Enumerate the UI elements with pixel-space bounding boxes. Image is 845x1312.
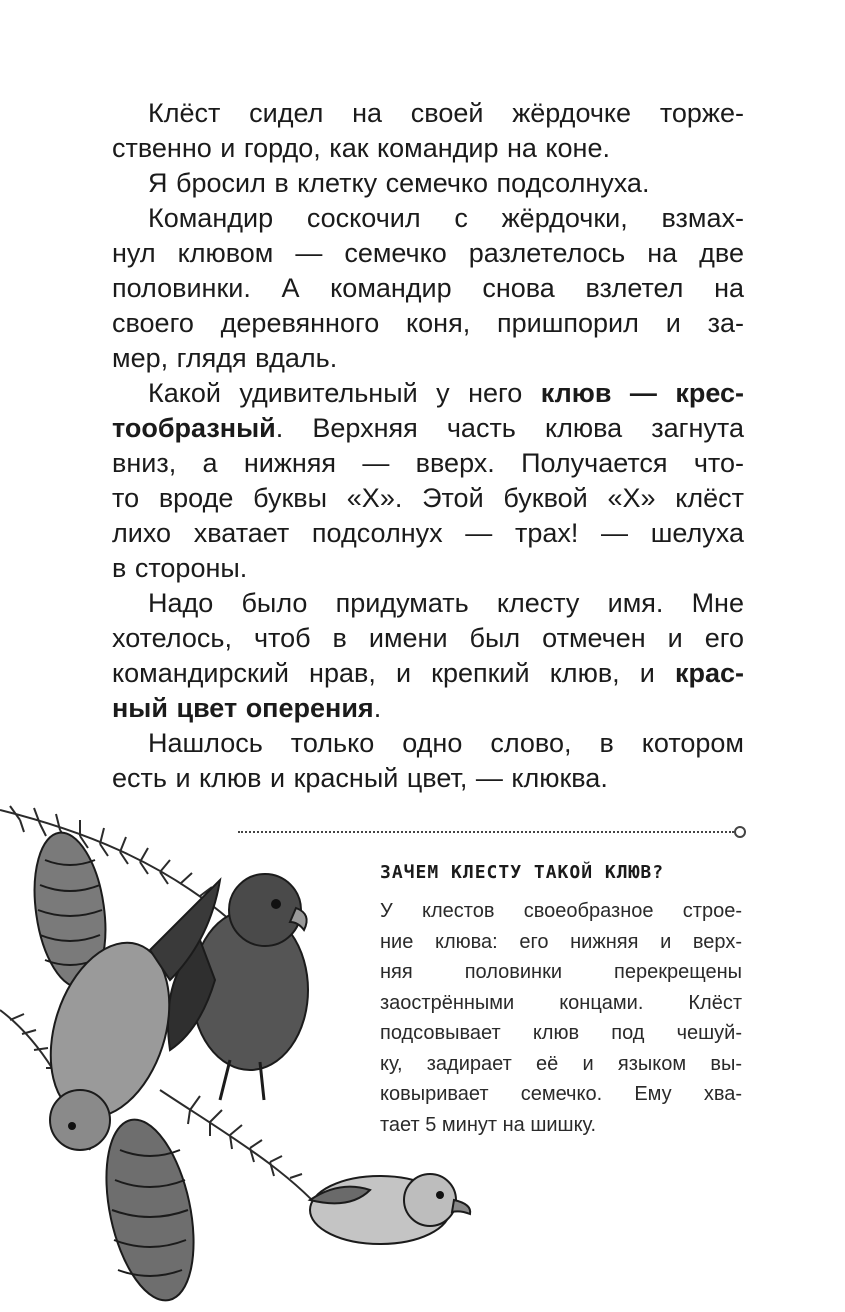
text-line bbox=[112, 621, 744, 656]
text-line bbox=[112, 201, 744, 236]
text-line bbox=[112, 726, 744, 761]
sidebar-line: У клестов своеобразное строе- bbox=[380, 900, 742, 922]
text-segment: ственно и гордо, как командир на коне. bbox=[112, 133, 610, 163]
text-line bbox=[112, 306, 744, 341]
paragraph bbox=[112, 96, 744, 166]
paragraph bbox=[112, 726, 744, 796]
text-line bbox=[112, 551, 744, 586]
divider-end-dot bbox=[734, 826, 746, 838]
text-segment: . Верхняя часть клюва загнута bbox=[275, 413, 744, 443]
text-segment: половинки. А командир снова взлетел на bbox=[112, 273, 744, 303]
sidebar-title: ЗАЧЕМ КЛЕСТУ ТАКОЙ КЛЮВ? bbox=[380, 862, 665, 883]
text-line bbox=[112, 586, 744, 621]
text-line bbox=[112, 131, 744, 166]
sidebar-line: ковыривает семечко. Ему хва- bbox=[380, 1083, 742, 1105]
text-line bbox=[112, 236, 744, 271]
text-line bbox=[112, 691, 744, 726]
sidebar-line: ку, задирает её и языком вы- bbox=[380, 1052, 742, 1075]
sidebar-line: няя половинки перекрещены bbox=[380, 961, 742, 983]
text-line bbox=[112, 271, 744, 306]
text-line bbox=[112, 341, 744, 376]
crossbill-bird-illustration bbox=[168, 874, 308, 1100]
sidebar-line: заострёнными концами. Клёст bbox=[380, 991, 742, 1014]
text-line bbox=[112, 481, 744, 516]
text-line bbox=[112, 376, 744, 411]
crossbills-illustration bbox=[0, 790, 480, 1312]
paragraph bbox=[112, 586, 744, 726]
paragraph bbox=[112, 376, 744, 586]
text-segment: мер, глядя вдаль. bbox=[112, 343, 338, 373]
bold-term: тообразный bbox=[112, 413, 276, 443]
text-segment: Какой удивительный у него bbox=[148, 378, 541, 408]
text-segment: хотелось, чтоб в имени был отмечен и его bbox=[112, 623, 744, 653]
text-segment: Командир соскочил с жёрдочки, взмах- bbox=[148, 203, 744, 233]
bold-term: клюв — крес- bbox=[540, 378, 745, 408]
text-segment: командирский нрав, и крепкий клюв, и bbox=[112, 658, 675, 688]
sidebar-line: подсовывает клюв под чешуй- bbox=[380, 1022, 742, 1044]
text-segment: своего деревянного коня, пришпорил и за- bbox=[112, 308, 744, 338]
text-segment: Нашлось только одно слово, в котором bbox=[148, 728, 744, 758]
text-segment: в стороны. bbox=[112, 553, 248, 583]
main-text bbox=[112, 96, 744, 796]
text-segment: лихо хватает подсолнух — трах! — шелуха bbox=[112, 518, 744, 548]
text-line bbox=[112, 411, 744, 446]
text-line bbox=[112, 656, 744, 691]
bold-term: крас- bbox=[674, 658, 744, 688]
bold-term: ный цвет оперения bbox=[112, 693, 374, 723]
text-segment: Я бросил в клетку семечко подсолнуха. bbox=[148, 168, 650, 198]
text-line bbox=[112, 516, 744, 551]
text-segment: нул клювом — семечко разлетелось на две bbox=[112, 238, 744, 268]
sidebar-line: тает 5 минут на шишку. bbox=[380, 1113, 597, 1136]
text-line bbox=[112, 166, 744, 201]
sidebar-line: ние клюва: его нижняя и верх- bbox=[380, 930, 742, 953]
text-line bbox=[112, 96, 744, 131]
text-segment: Клёст сидел на своей жёрдочке торже- bbox=[148, 98, 744, 128]
text-segment: . bbox=[373, 693, 382, 723]
text-segment: Надо было придумать клесту имя. Мне bbox=[148, 588, 744, 618]
paragraph bbox=[112, 201, 744, 376]
text-segment: вниз, а нижняя — вверх. Получается что- bbox=[112, 448, 744, 478]
crossbill-lower-illustration bbox=[310, 1174, 470, 1244]
text-segment: то вроде буквы «Х». Этой буквой «Х» клёст bbox=[112, 483, 744, 513]
text-segment: есть и клюв и красный цвет, — клюква. bbox=[112, 763, 608, 793]
paragraph bbox=[112, 166, 744, 201]
text-line bbox=[112, 446, 744, 481]
